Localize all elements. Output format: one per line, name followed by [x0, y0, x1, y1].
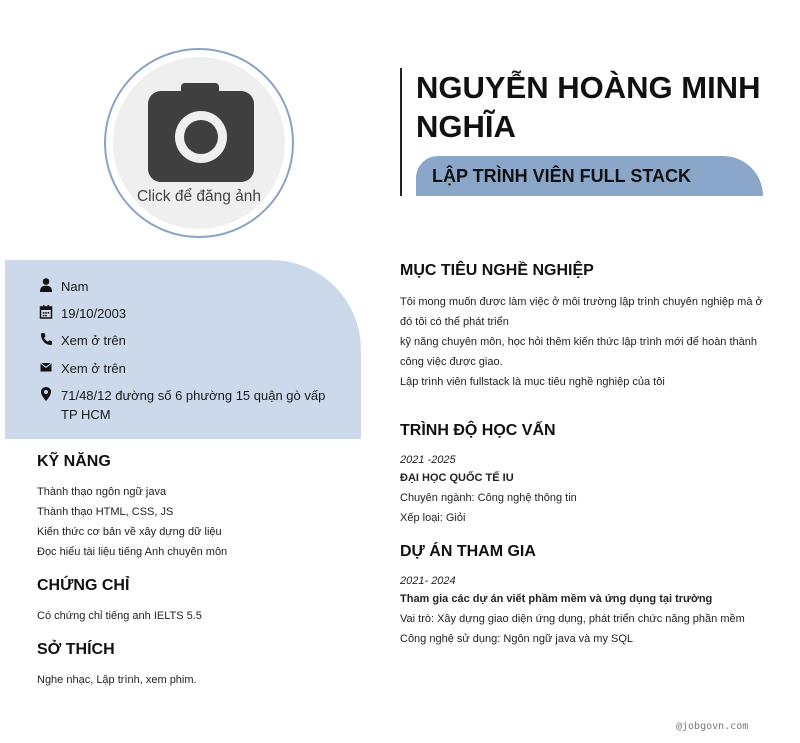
project-name: Tham gia các dự án viết phầm mềm và ứng dụng tại trường [400, 593, 713, 605]
photo-inner [113, 57, 285, 229]
skills-title: KỸ NĂNG [37, 453, 111, 470]
calendar-icon [39, 304, 53, 320]
education-title: TRÌNH ĐỘ HỌC VẤN [400, 422, 556, 439]
hobbies-title: SỞ THÍCH [37, 641, 115, 658]
objective-text [400, 292, 772, 392]
hobby-item: Nghe nhạc, Lập trình, xem phim. [37, 674, 197, 686]
contact-text: Nam [61, 279, 89, 294]
contact-text: 71/48/12 đường số 6 phường 15 quận gò vấp TP HCM [61, 388, 326, 422]
contact-email [39, 359, 331, 378]
contact-birthday [39, 304, 331, 323]
contact-text: 19/10/2003 [61, 306, 127, 321]
project-role: Vai trò: Xây dựng giao diện ứng dụng, phát triển chức năng phần mềm [400, 613, 745, 625]
skill-item: Thành thạo HTML, CSS, JS [37, 506, 174, 518]
photo-caption[interactable]: Click để đăng ảnh [136, 188, 262, 205]
person-icon [39, 277, 53, 293]
mail-icon [39, 359, 53, 375]
role-banner [416, 156, 763, 196]
profile-photo-placeholder[interactable] [104, 48, 294, 238]
objective-line: Tôi mong muốn được làm việc ở môi trường lập trình chuyên nghiệp mà ở [400, 296, 763, 308]
contact-address [39, 386, 331, 424]
skill-item: Kiến thức cơ bản về xây dựng dữ liệu [37, 526, 222, 538]
certificates-title: CHỨNG CHỈ [37, 577, 130, 594]
contact-text: Xem ở trên [61, 361, 126, 376]
location-pin-icon [39, 386, 53, 402]
job-title: LẬP TRÌNH VIÊN FULL STACK [432, 166, 692, 186]
education-school: ĐẠI HỌC QUỐC TẾ IU [400, 472, 514, 484]
objective-line: đó tôi có thể phát triển [400, 316, 509, 328]
contact-panel [5, 260, 361, 439]
name-accent-bar [400, 68, 402, 196]
watermark: @jobgovn.com [676, 721, 749, 732]
education-period: 2021 -2025 [400, 454, 456, 466]
phone-icon [39, 331, 53, 347]
project-tech: Công nghệ sử dụng: Ngôn ngữ java và my SQL [400, 633, 634, 645]
contact-text: Xem ở trên [61, 333, 126, 348]
objective-title: MỤC TIÊU NGHỀ NGHIỆP [400, 262, 594, 279]
project-period: 2021- 2024 [400, 575, 456, 587]
certificate-item: Có chứng chỉ tiếng anh IELTS 5.5 [37, 610, 202, 622]
full-name: NGUYỄN HOÀNG MINH NGHĨA [416, 70, 761, 144]
education-grade: Xếp loại: Giỏi [400, 512, 466, 524]
objective-line: kỹ năng chuyên môn, học hỏi thêm kiến thức lập trình mới để hoàn thành [400, 336, 758, 348]
projects-title: DỰ ÁN THAM GIA [400, 543, 536, 560]
education-major: Chuyên ngành: Công nghệ thông tin [400, 492, 577, 504]
skill-item: Đọc hiểu tài liệu tiếng Anh chuyên môn [37, 546, 228, 558]
objective-line: Lập trình viên fullstack là mục tiêu nghề nghiệp của tôi [400, 376, 665, 388]
contact-gender [39, 277, 331, 296]
contact-phone [39, 331, 331, 350]
skill-item: Thành thạo ngôn ngữ java [37, 486, 167, 498]
objective-line: công việc được giao. [400, 356, 503, 368]
